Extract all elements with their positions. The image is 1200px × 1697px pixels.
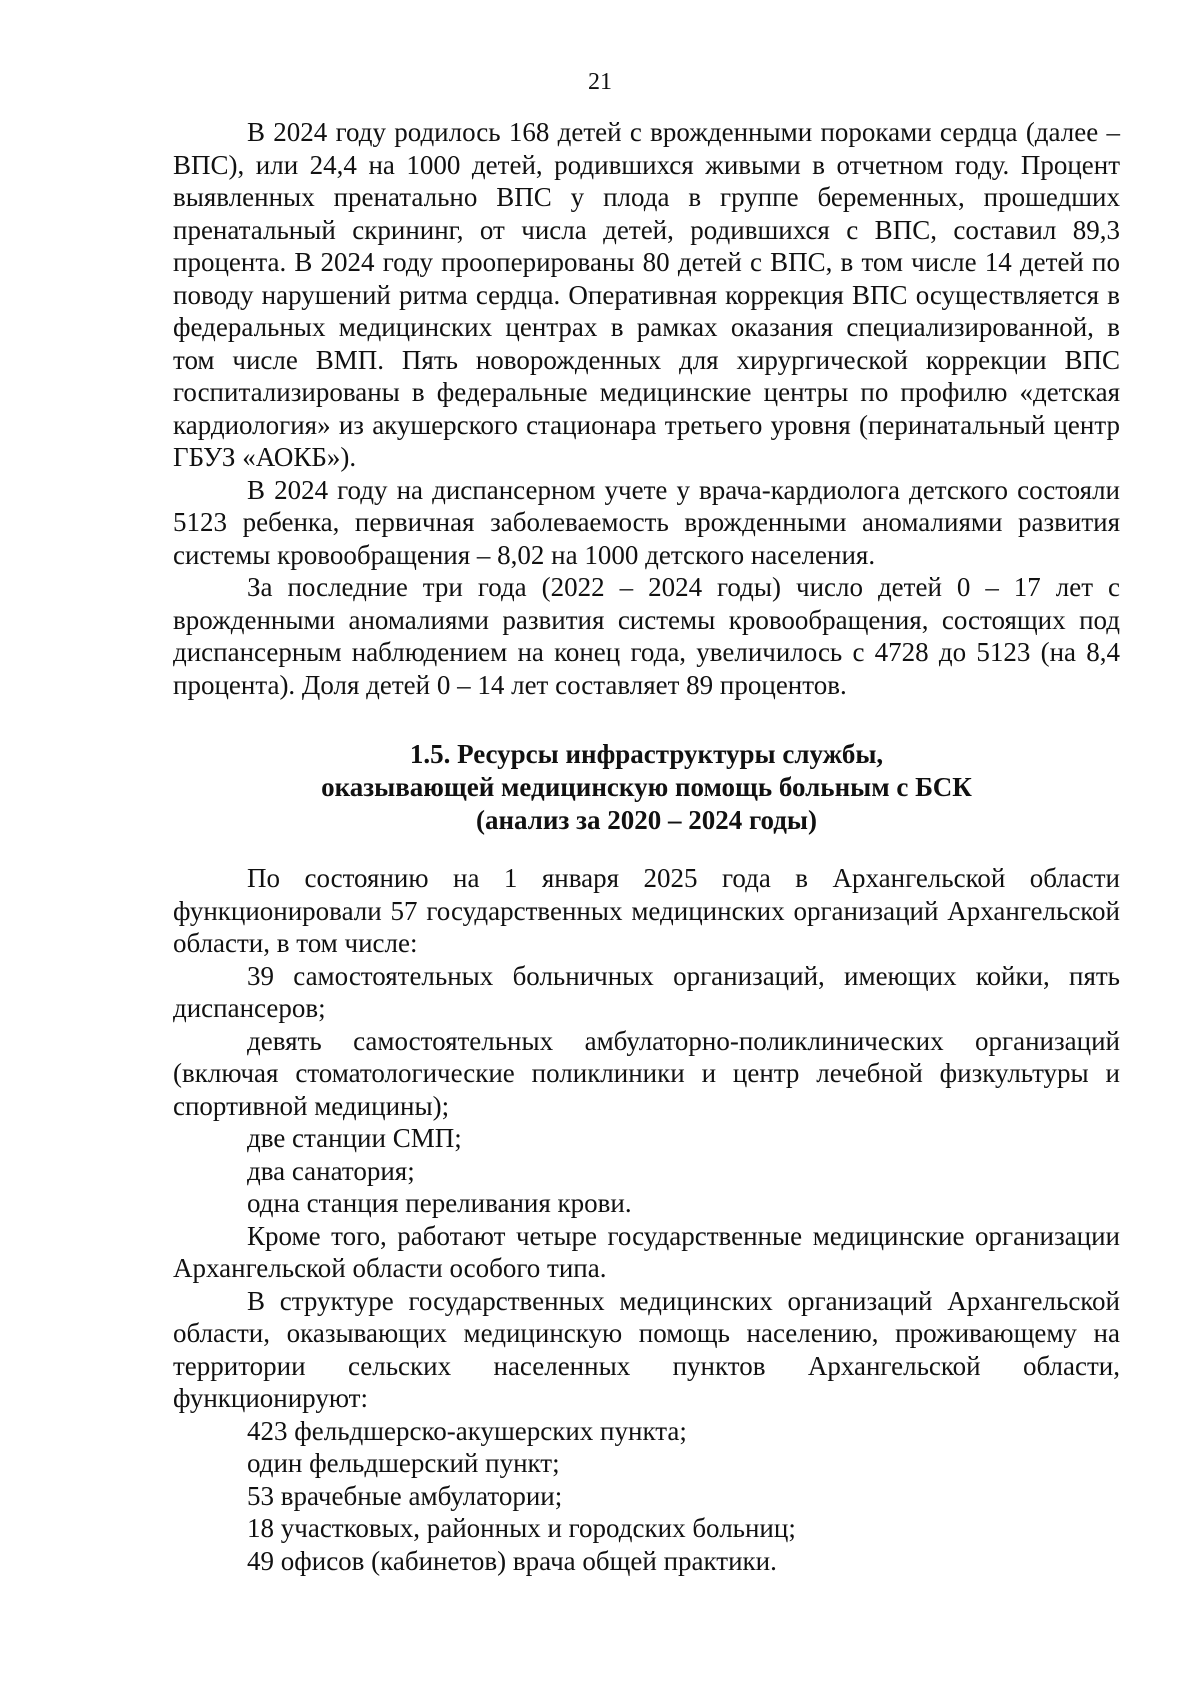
section-heading-line: 1.5. Ресурсы инфраструктуры службы, (409, 739, 884, 769)
list-item: две станции СМП; (247, 1123, 462, 1153)
page-number: 21 (588, 69, 612, 95)
list-item: один фельдшерский пункт; (247, 1448, 560, 1478)
section-heading-line: оказывающей медицинскую помощь больным с БСК (321, 772, 972, 802)
resources-section (173, 862, 1120, 1577)
paragraph-three-year-trend: За последние три года (2022 – 2024 годы) число детей 0 – 17 лет с врожденными аномалиями развития системы кровообращения, состоящих под диспансерным наблюдением на конец года, увеличилось с 4728 до 5123 (на 8,4 процента). Доля детей 0 – 14 лет составляет 89 процентов. (173, 572, 1120, 700)
paragraph-organizations-count: По состоянию на 1 января 2025 года в Архангельской области функционировали 57 государственных медицинских организаций Архангельской области, в том числе: (173, 863, 1120, 958)
paragraph-dispensary-registration: В 2024 году на диспансерном учете у врача-кардиолога детского состояли 5123 ребенка, первичная заболеваемость врожденными аномалиями развития системы кровообращения – 8,02 на 1000 детского населения. (173, 474, 1120, 570)
paragraph-rural-structure: В структуре государственных медицинских организаций Архангельской области, оказывающих медицинскую помощь населению, проживающему на территории сельских населенных пунктов Архангельской области, функционируют: (173, 1285, 1120, 1413)
paragraph-congenital-heart-defects: В 2024 году родилось 168 детей с врожденными пороками сердца (далее – ВПС), или 24,4 на 1000 детей, родившихся живыми в отчетном году. Процент выявленных пренатально ВПС у плода в группе беременных, прошедших пренатальный скрининг, от числа детей, родившихся с ВПС, составил 89,3 процента. В 2024 году прооперированы 80 детей с ВПС, в том числе 14 детей по поводу нарушений ритма сердца. Оперативная коррекция ВПС осуществляется в федеральных медицинских центрах в рамках оказания специализированной, в том числе ВМП. Пять новорожденных для хирургической коррекции ВПС госпитализированы в федеральные медицинские центры по профилю «детская кардиология» из акушерского стационара третьего уровня (перинатальный центр ГБУЗ «АОКБ»). (173, 117, 1120, 472)
list-item: девять самостоятельных амбулаторно-поликлинических организаций (включая стоматологические поликлиники и центр лечебной физкультуры и спортивной медицины); (173, 1025, 1120, 1121)
list-item: два санатория; (247, 1155, 415, 1186)
list-item: 423 фельдшерско-акушерских пункта; (247, 1415, 687, 1446)
intro-section (173, 116, 1120, 701)
list-item: одна станция переливания крови. (247, 1188, 632, 1218)
list-item: 39 самостоятельных больничных организаций, имеющих койки, пять диспансеров; (173, 960, 1120, 1023)
list-item: 18 участковых, районных и городских больниц; (247, 1513, 796, 1543)
paragraph-special-type-organizations: Кроме того, работают четыре государственные медицинские организации Архангельской области особого типа. (173, 1220, 1120, 1283)
section-heading-line: (анализ за 2020 – 2024 годы) (476, 805, 817, 835)
list-item: 49 офисов (кабинетов) врача общей практики. (247, 1545, 777, 1576)
list-item: 53 врачебные амбулатории; (247, 1480, 563, 1511)
section-heading (173, 738, 1120, 837)
